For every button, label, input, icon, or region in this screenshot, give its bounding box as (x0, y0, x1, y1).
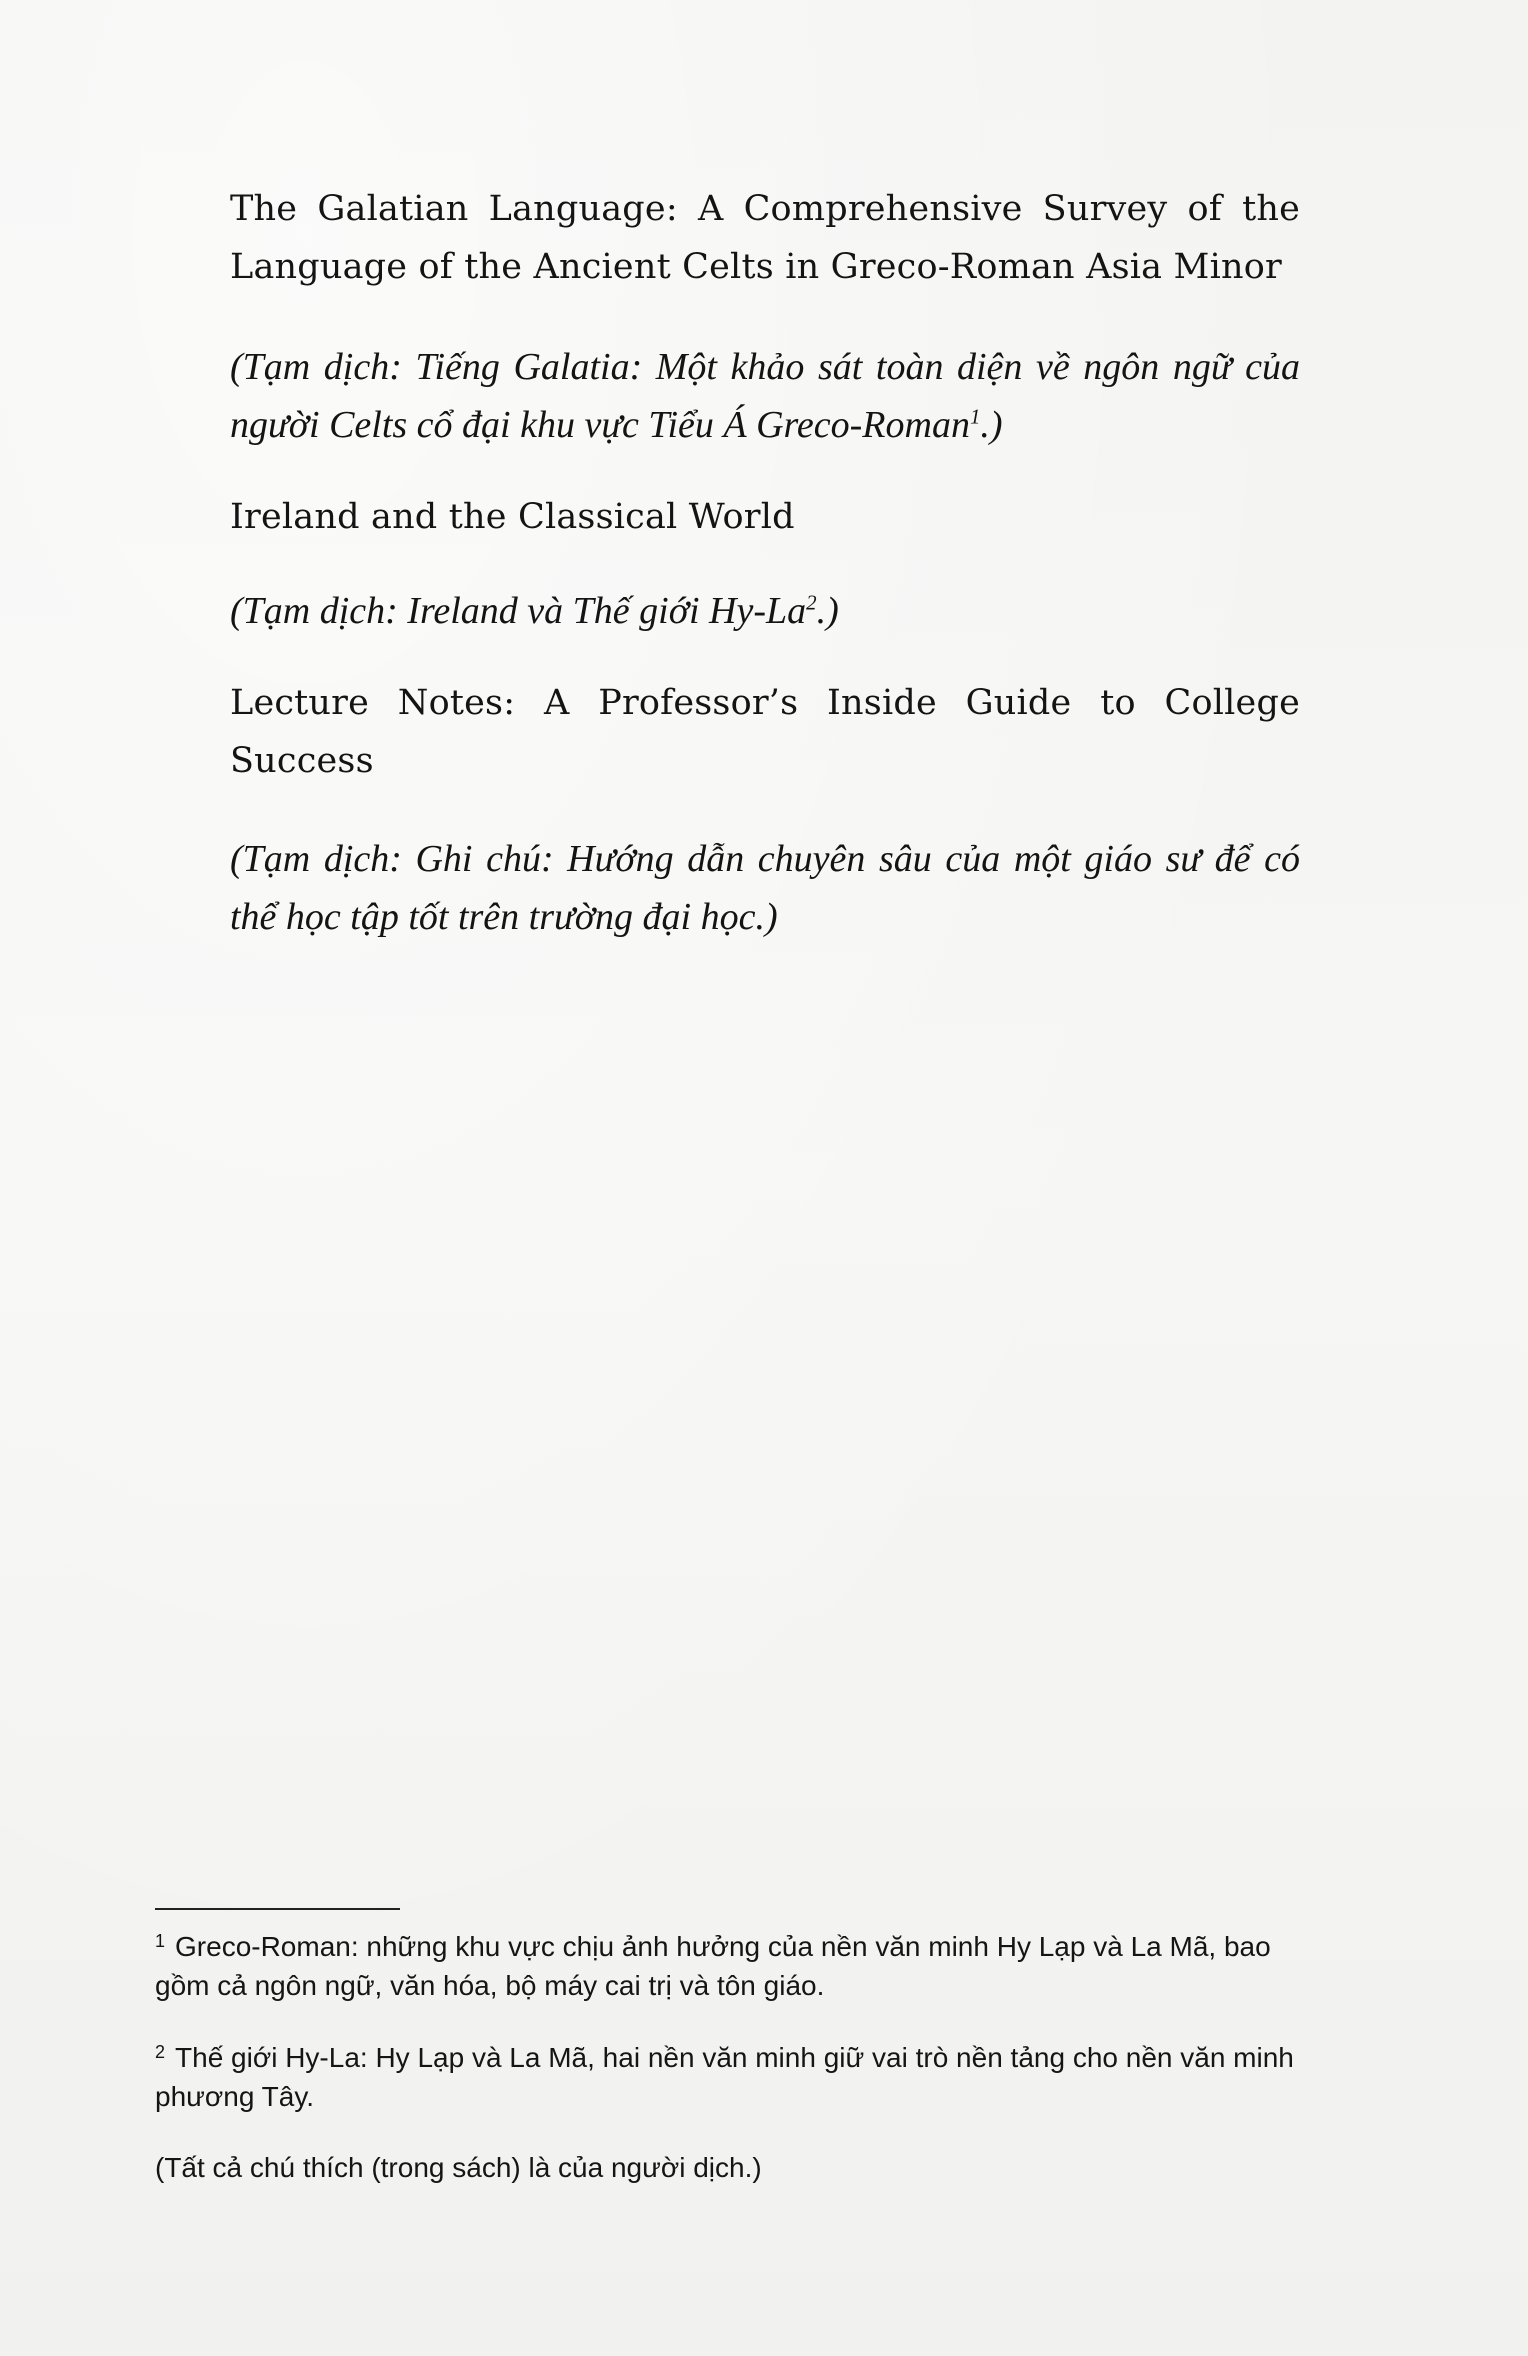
footnote-text: Thế giới Hy-La: Hy Lạp và La Mã, hai nền văn minh giữ vai trò nền tảng cho nền văn minh phương Tây. (155, 2042, 1294, 2112)
footnote-ref[interactable]: 2 (806, 590, 817, 615)
translation-galatian (230, 338, 1300, 454)
footnotes (155, 1922, 1295, 2187)
main-text (230, 180, 1300, 946)
translation-end: .) (816, 590, 839, 632)
book-title-ireland: Ireland and the Classical World (230, 497, 795, 537)
translation-text: (Tạm dịch: Tiếng Galatia: Một khảo sát toàn diện về ngôn ngữ của người Celts cổ đại khu vực Tiểu Á Greco-Roman (230, 346, 1300, 446)
footnote-divider (155, 1908, 400, 1910)
footnote-ref[interactable]: 1 (969, 404, 981, 429)
translator-note: (Tất cả chú thích (trong sách) là của người dịch.) (155, 2152, 762, 2183)
footnote-text: Greco-Roman: những khu vực chịu ảnh hưởng của nền văn minh Hy Lạp và La Mã, bao gồm cả ngôn ngữ, văn hóa, bộ máy cai trị và tôn giáo. (155, 1931, 1271, 2001)
translation-ireland (230, 582, 1300, 640)
book-title-lecture-notes: Lecture Notes: A Professor’s Inside Guide to College Success (230, 683, 1300, 781)
book-title-galatian: The Galatian Language: A Comprehensive Survey of the Language of the Ancient Celts in Greco-Roman Asia Minor (230, 189, 1300, 287)
translation-lecture-notes: (Tạm dịch: Ghi chú: Hướng dẫn chuyên sâu của một giáo sư để có thể học tập tốt trên trường đại học.) (230, 838, 1300, 938)
translation-end: .) (980, 404, 1003, 446)
footnote-number: 2 (155, 2042, 166, 2062)
translation-text: (Tạm dịch: Ireland và Thế giới Hy-La (230, 590, 807, 632)
footnote-number: 1 (155, 1931, 166, 1951)
footnote-1 (155, 1922, 1295, 2005)
footnote-2 (155, 2033, 1295, 2116)
